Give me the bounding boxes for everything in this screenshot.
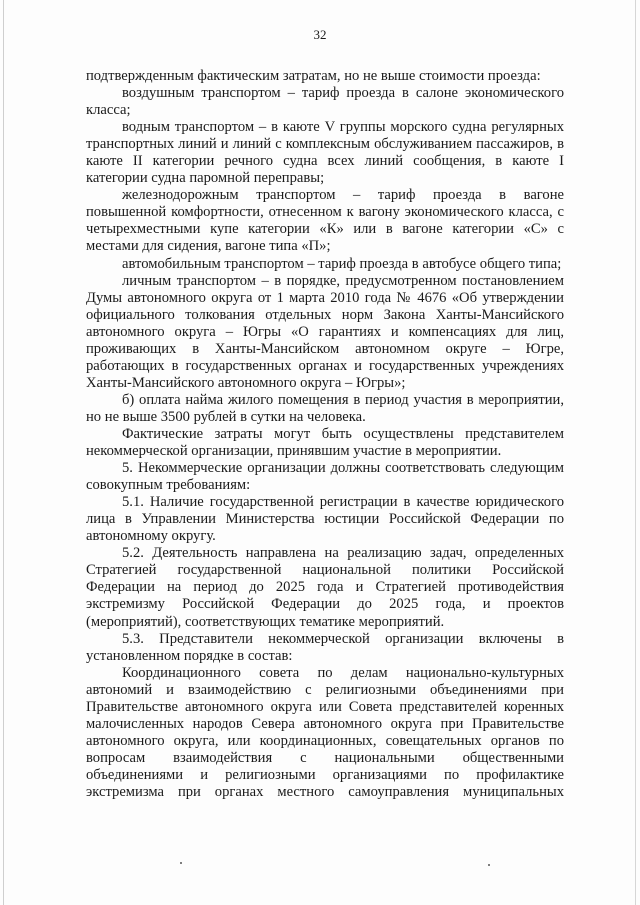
paragraph: подтвержденным фактическим затратам, но не выше стоимости проезда:: [86, 68, 541, 84]
paragraph: воздушным транспортом – тариф проезда в салоне экономического класса;: [86, 85, 564, 119]
paragraph: Фактические затраты могут быть осуществлены представителем некоммерческой организации, принявшим участие в мероприятии.: [86, 425, 564, 460]
paragraph: 5.3. Представители некоммерческой организации включены в установленном порядке в состав:: [86, 630, 564, 664]
paragraph: 5.1. Наличие государственной регистрации в качестве юридического лица в Управлении Министерства юстиции Российской Федерации по автономному округу.: [86, 494, 564, 545]
paragraph: личным транспортом – в порядке, предусмотренном постановлением Думы автономного округа от 1 марта 2010 года № 4676 «Об утверждении официального толкования отдельных норм Закона Ханты-Мансийского автономного округа – Югры «О гарантиях и компенсациях для лиц, проживающих в Ханты-Мансийском автономном округе – Югре, работающих в государственных органах и государственных учреждениях Ханты-Мансийского автономного округа – Югры»;: [86, 272, 564, 391]
scan-speck: [180, 862, 182, 864]
paragraph: водным транспортом – в каюте V группы морского судна регулярных транспортных линий и линий с комплексным обслуживанием пассажиров, в каюте II категории речного судна всех линий сообщения, в каюте I категории судна паромной переправы;: [86, 119, 564, 187]
scan-edge-right: [635, 0, 636, 905]
paragraph: железнодорожным транспортом – тариф проезда в вагоне повышенной комфортности, отнесенном к вагону экономического класса, с четырехместными купе категории «К» или в вагоне категории «С» с местами для сидения, вагоне типа «П»;: [86, 187, 564, 255]
page-number: 32: [313, 27, 327, 42]
paragraph: автомобильным транспортом – тариф проезда в автобусе общего типа;: [122, 255, 562, 272]
paragraph: 5.2. Деятельность направлена на реализацию задач, определенных Стратегией государственной национальной политики Российской Федерации на период до 2025 года и Стратегией противодействия экстремизму Российской Федерации до 2025 года, и проектов (мероприятий), соответствующих тематике мероприятий.: [86, 545, 564, 630]
paragraph: б) оплата найма жилого помещения в период участия в мероприятии, но не выше 3500 рублей в сутки на человека.: [86, 391, 564, 425]
document-body: [86, 68, 564, 801]
paragraph: 5. Некоммерческие организации должны соответствовать следующим совокупным требованиям:: [86, 460, 564, 494]
paragraph: Координационного совета по делам национально-культурных автономий и взаимодействию с религиозными объединениями при Правительстве автономного округа или Совета представителей коренных малочисленных народов Севера автономного округа при Правительстве автономного округа, или координационных, совещательных органов по вопросам взаимодействия с национальными общественными объединениями и религиозными организациями по профилактике экстремизма при органах местного самоуправления муниципальных: [86, 664, 564, 800]
scan-edge-left: [3, 0, 4, 905]
scan-speck: [488, 864, 490, 866]
